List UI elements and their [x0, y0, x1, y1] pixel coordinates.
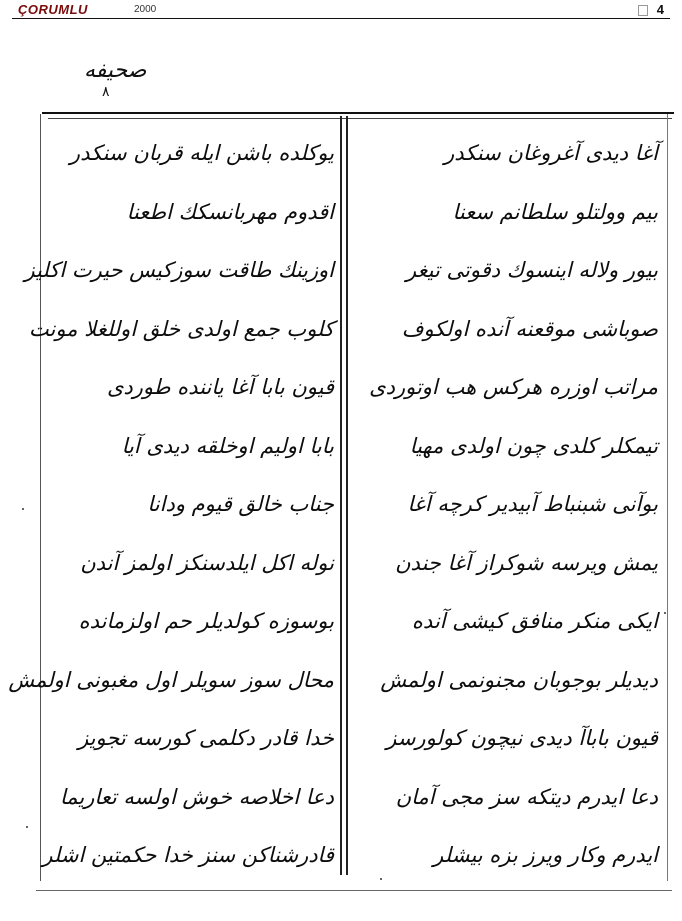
verse-line: نوله اکل ایلدسنکز اولمز آندن [80, 550, 334, 575]
verse-line: مراتب اوزره هرکس هب اوتوردی [369, 375, 658, 399]
journal-name: ÇORUMLU [18, 2, 88, 17]
verse-line: کلوب جمع اولدی خلق اوللغلا مونت [28, 316, 334, 341]
verse-line: دعا اخلاصه خوش اولسه تعاریما [59, 784, 334, 809]
folio-number: ٨ [102, 84, 110, 100]
top-rule [42, 112, 674, 114]
verse-line: آغا دیدی آغروغان سنکدر [444, 141, 658, 165]
verse-line: قیون بابا آغا یاننده طوردی [107, 375, 334, 399]
verse-line: بوآنی شبنباط آبیدیر کرچه آغا [407, 492, 658, 516]
page-number: 4 [656, 2, 664, 17]
verse-line: صوباشی موقعنه آنده اولکوف [401, 316, 658, 341]
verse-line: اوزینك طاقت سوزکیس حیرت اکلیز [24, 258, 334, 282]
page-header [12, 2, 670, 19]
column-divider-inner [346, 116, 348, 875]
scan-speck [26, 826, 28, 828]
folio-label: صحیفه [84, 58, 147, 83]
verse-line: جناب خالق قیوم ودانا [147, 492, 334, 516]
verse-line: قیون باباآ دیدی نیچون کولورسز [386, 726, 658, 750]
verse-line: دیدیلر بوجوبان مجنونمی اولمش [380, 667, 658, 692]
bottom-rule [36, 890, 672, 891]
scan-speck [664, 612, 666, 614]
top-rule-inner [48, 118, 672, 119]
verse-line: بابا اولیم اوخلقه دیدی آیا [121, 433, 334, 458]
header-box-icon [638, 5, 648, 16]
verse-line: قادرشناکن سنز خدا حکمتین اشلر [42, 843, 334, 867]
verse-line: ایدرم وکار ویرز بزه بیشلر [433, 843, 658, 867]
verse-line: خدا قادر دکلمی کورسه تجویز [78, 726, 334, 750]
verse-line: یمش ویرسه شوکراز آغا جندن [395, 550, 658, 575]
verse-line: بیم وولتلو سلطانم سعنا [452, 199, 658, 224]
verse-line: ایکی منکر منافق کیشی آنده [411, 609, 658, 633]
right-margin-line [667, 114, 668, 881]
verse-line: بوسوزه کولدیلر حم اولزمانده [78, 609, 334, 633]
verse-line: تیمکلر کلدی چون اولدی مهیا [409, 433, 658, 458]
column-divider [340, 116, 342, 875]
journal-year: 2000 [134, 4, 157, 15]
verse-line: بیور ولاله اینسوك دقوتی تیغر [405, 258, 658, 282]
left-margin-line [40, 114, 41, 881]
scan-speck [22, 508, 24, 510]
verse-line: محال سوز سویلر اول مغبونی اولمش [8, 667, 334, 692]
verse-line: یوکلده باشن ایله قربان سنکدر [69, 141, 334, 165]
right-verse-column [358, 124, 658, 885]
verse-line: اقدوم مهربانسکك اطعنا [126, 199, 334, 224]
left-verse-column [8, 124, 334, 885]
verse-line: دعا ایدرم دیتکه سز مجی آمان [395, 784, 658, 809]
scan-speck [380, 878, 382, 880]
